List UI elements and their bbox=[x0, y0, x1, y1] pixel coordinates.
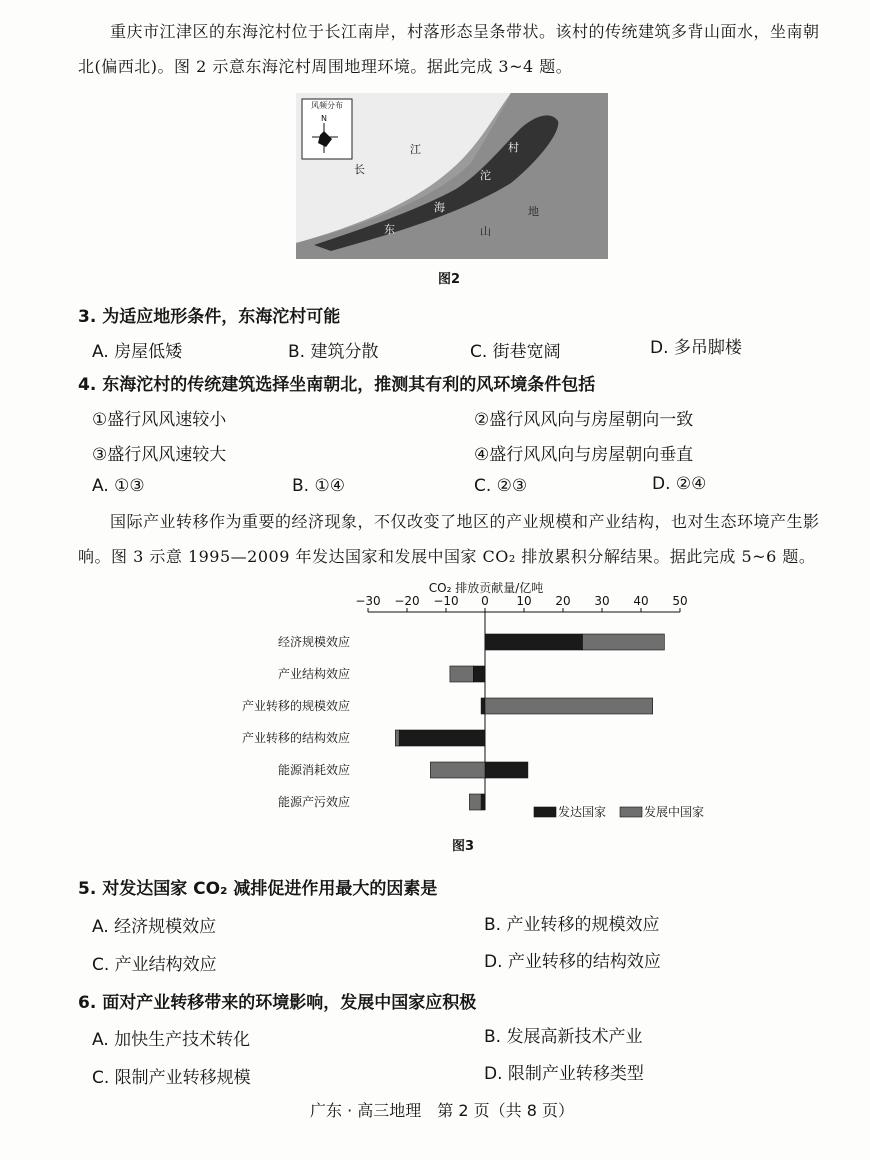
legend-swatch bbox=[534, 807, 556, 817]
category-labels bbox=[242, 634, 350, 809]
chart-title: CO₂ 排放贡献量/亿吨 bbox=[428, 581, 544, 595]
q4-item-4: ④盛行风风向与房屋朝向垂直 bbox=[474, 445, 694, 465]
q3-option-a[interactable]: A. 房屋低矮 bbox=[92, 342, 183, 362]
mountain-char-2: 地 bbox=[528, 205, 539, 218]
bar-segment bbox=[485, 762, 528, 778]
river-char-1: 长 bbox=[354, 163, 365, 176]
legend-swatch bbox=[620, 807, 642, 817]
x-tick-label: −30 bbox=[355, 594, 381, 608]
legend-label: 发达国家 bbox=[558, 805, 607, 819]
q6-option-c[interactable]: C. 限制产业转移规模 bbox=[92, 1068, 251, 1088]
category-label: 产业转移的规模效应 bbox=[241, 699, 350, 713]
x-tick-label: −20 bbox=[394, 594, 420, 608]
bar-segment bbox=[583, 634, 665, 650]
q6-option-b[interactable]: B. 发展高新技术产业 bbox=[484, 1027, 643, 1047]
figure-3-caption: 图3 bbox=[452, 839, 475, 854]
page-footer: 广东 · 高三地理 第 2 页（共 8 页） bbox=[310, 1101, 574, 1120]
legend-label: 发展中国家 bbox=[644, 805, 705, 819]
north-label: N bbox=[321, 114, 327, 123]
co2-decomposition-chart bbox=[190, 578, 750, 830]
bar-segment bbox=[485, 698, 653, 714]
question-3-stem: 3. 为适应地形条件，东海沱村可能 bbox=[78, 307, 341, 327]
village-char-3: 沱 bbox=[480, 169, 491, 182]
q4-item-3: ③盛行风风速较大 bbox=[92, 445, 227, 465]
legend bbox=[534, 804, 704, 819]
q4-item-2: ②盛行风风向与房屋朝向一致 bbox=[474, 410, 694, 430]
wind-rose-title: 风频分布 bbox=[311, 101, 343, 110]
q3-option-c[interactable]: C. 街巷宽阔 bbox=[470, 342, 561, 362]
figure-2-caption: 图2 bbox=[438, 272, 461, 287]
bar-segment bbox=[473, 666, 485, 682]
village-char-1: 东 bbox=[384, 223, 395, 236]
village-char-4: 村 bbox=[508, 141, 519, 154]
category-label: 经济规模效应 bbox=[277, 635, 350, 649]
bars bbox=[395, 634, 664, 810]
question-6-stem: 6. 面对产业转移带来的环境影响，发展中国家应积极 bbox=[78, 993, 477, 1013]
q3-option-d[interactable]: D. 多吊脚楼 bbox=[650, 338, 742, 358]
x-tick-label: 0 bbox=[481, 594, 489, 608]
question-4-stem: 4. 东海沱村的传统建筑选择坐南朝北，推测其有利的风环境条件包括 bbox=[78, 375, 596, 395]
bar-segment bbox=[430, 762, 485, 778]
x-tick-label: 10 bbox=[516, 594, 532, 608]
x-tick-label: −10 bbox=[433, 594, 459, 608]
mountain-char-1: 山 bbox=[480, 225, 491, 238]
q6-option-d[interactable]: D. 限制产业转移类型 bbox=[484, 1064, 644, 1084]
x-tick-label: 50 bbox=[672, 594, 688, 608]
river-char-2: 江 bbox=[410, 143, 421, 156]
question-5-stem: 5. 对发达国家 CO₂ 减排促进作用最大的因素是 bbox=[78, 879, 438, 899]
village-char-2: 海 bbox=[434, 201, 445, 214]
q5-option-c[interactable]: C. 产业结构效应 bbox=[92, 955, 217, 975]
q5-option-a[interactable]: A. 经济规模效应 bbox=[92, 917, 217, 937]
bar-segment bbox=[481, 794, 485, 810]
category-label: 能源消耗效应 bbox=[277, 763, 350, 777]
category-label: 产业转移的结构效应 bbox=[241, 731, 350, 745]
intro-passage-1: 重庆市江津区的东海沱村位于长江南岸，村落形态呈条带状。该村的传统建筑多背山面水，坐南朝北(偏西北)。图 2 示意东海沱村周围地理环境。据此完成 3~4 题。 bbox=[78, 22, 820, 76]
q4-option-c[interactable]: C. ②③ bbox=[474, 476, 528, 496]
x-tick-label: 30 bbox=[594, 594, 610, 608]
bar-segment bbox=[450, 666, 473, 682]
category-label: 产业结构效应 bbox=[277, 667, 350, 681]
bar-segment bbox=[399, 730, 485, 746]
q5-option-b[interactable]: B. 产业转移的规模效应 bbox=[484, 915, 660, 935]
q4-option-a[interactable]: A. ①③ bbox=[92, 476, 145, 496]
village-map-figure bbox=[296, 93, 608, 259]
q5-option-d[interactable]: D. 产业转移的结构效应 bbox=[484, 952, 661, 972]
bar-segment bbox=[481, 698, 485, 714]
q6-option-a[interactable]: A. 加快生产技术转化 bbox=[92, 1030, 251, 1050]
intro-passage-2: 国际产业转移作为重要的经济现象，不仅改变了地区的产业规模和产业结构，也对生态环境产生影响。图 3 示意 1995—2009 年发达国家和发展中国家 CO₂ 排放累积分解结果。据此完成 5~6 题。 bbox=[78, 512, 820, 566]
bar-segment bbox=[469, 794, 481, 810]
q4-option-b[interactable]: B. ①④ bbox=[292, 476, 345, 496]
category-label: 能源产污效应 bbox=[277, 795, 350, 809]
bar-segment bbox=[395, 730, 399, 746]
q4-option-d[interactable]: D. ②④ bbox=[652, 474, 707, 494]
bar-segment bbox=[485, 634, 583, 650]
x-tick-label: 20 bbox=[555, 594, 571, 608]
q4-item-1: ①盛行风风速较小 bbox=[92, 410, 227, 430]
q3-option-b[interactable]: B. 建筑分散 bbox=[288, 342, 379, 362]
x-tick-label: 40 bbox=[633, 594, 649, 608]
